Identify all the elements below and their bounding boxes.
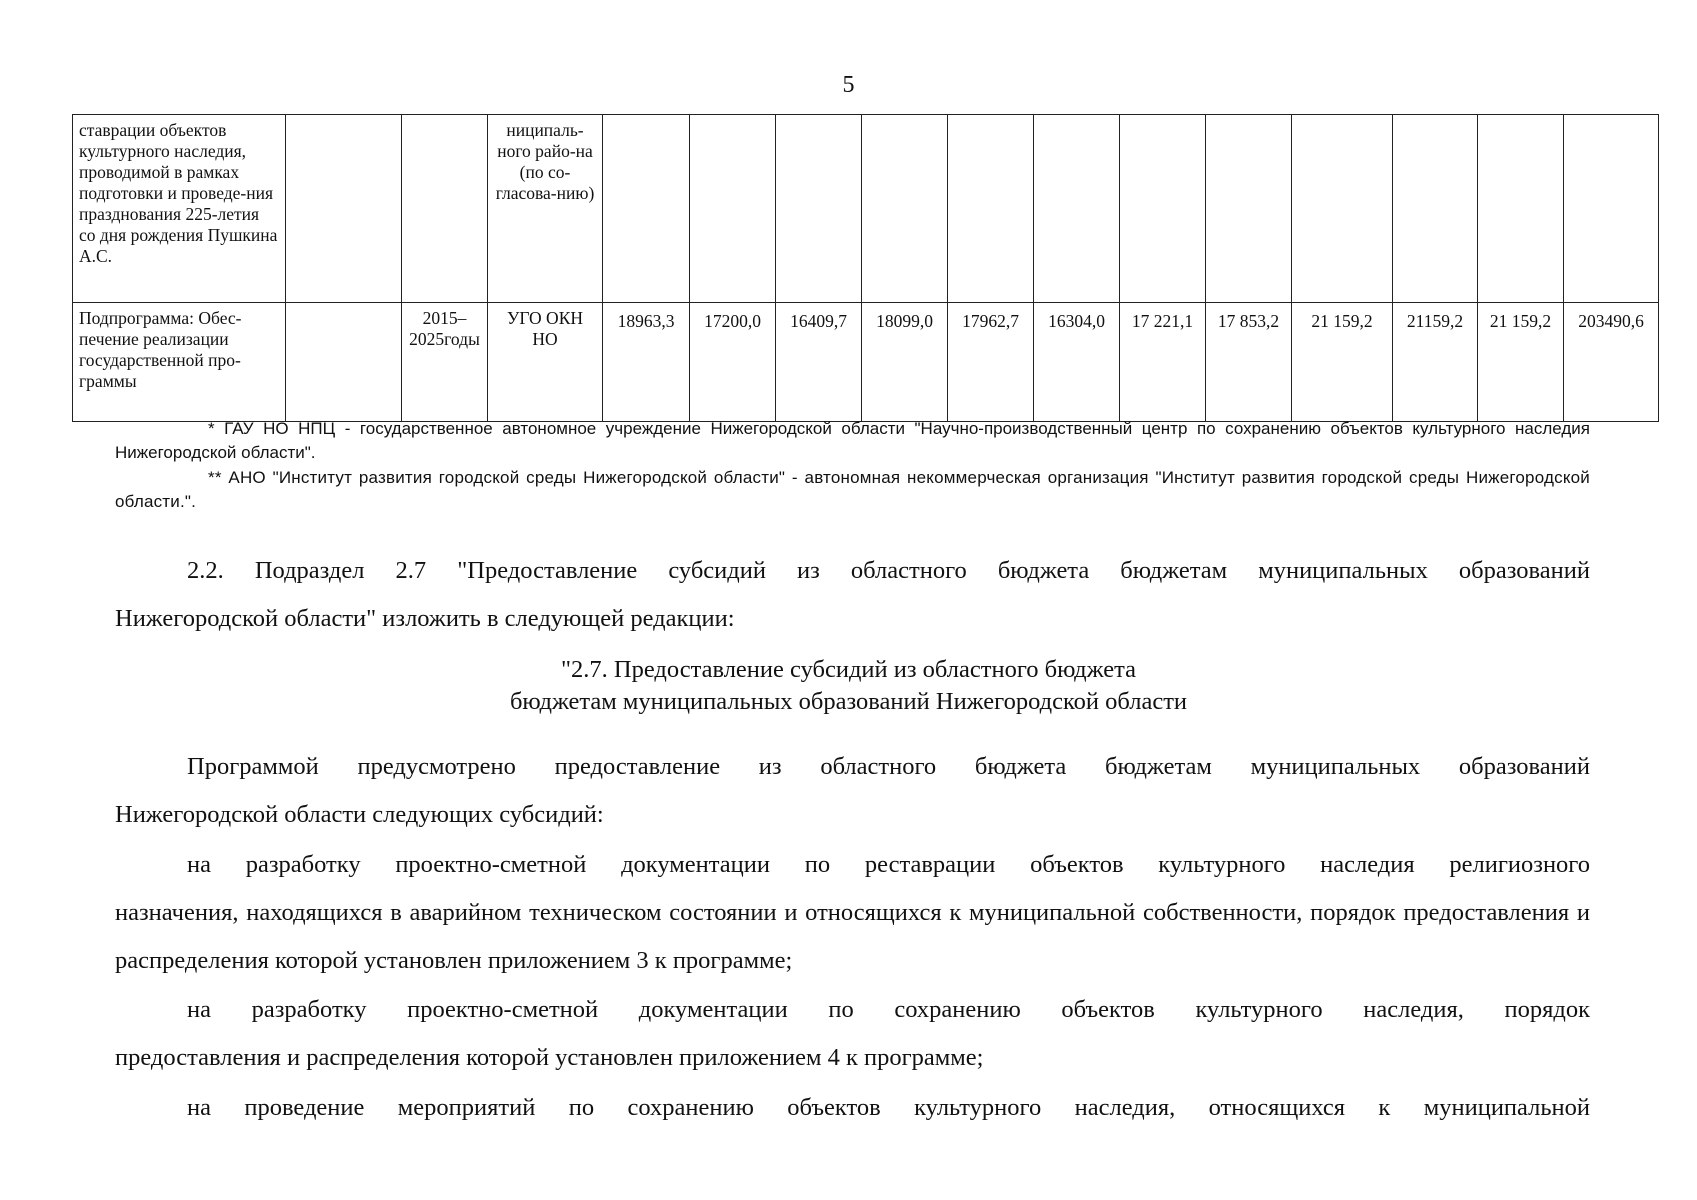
row-cell	[286, 303, 402, 422]
value-cell	[1478, 115, 1564, 303]
paragraph-2-2	[115, 547, 1590, 643]
value-cell: 17962,7	[948, 303, 1034, 422]
value-cell	[1206, 115, 1292, 303]
footnote-2	[115, 466, 1590, 514]
row-period	[402, 115, 488, 303]
row-cell	[286, 115, 402, 303]
paragraph-line: на проведение мероприятий по сохранению объектов культурного наследия, относящихся к муниципальной	[187, 1094, 1590, 1121]
value-cell	[1120, 115, 1206, 303]
value-cell: 17200,0	[690, 303, 776, 422]
value-cell-total: 203490,6	[1564, 303, 1659, 422]
value-cell: 18963,3	[603, 303, 690, 422]
paragraph-line: Нижегородской области следующих субсидий:	[115, 801, 604, 828]
row-executor: ниципаль-ного райо-на (по со-гласова-нию)	[488, 115, 603, 303]
value-cell	[1564, 115, 1659, 303]
section-heading-line: бюджетам муниципальных образований Нижегородской области	[509, 688, 1188, 715]
paragraph	[115, 841, 1590, 985]
paragraph-line: Программой предусмотрено предоставление из областного бюджета бюджетам муниципальных образований	[187, 753, 1590, 780]
value-cell: 17 853,2	[1206, 303, 1292, 422]
row-period: 2015–2025годы	[402, 303, 488, 422]
value-cell	[862, 115, 948, 303]
table-row	[73, 303, 1659, 422]
value-cell	[1393, 115, 1478, 303]
paragraph-line: Нижегородской области" изложить в следующей редакции:	[115, 605, 735, 632]
value-cell: 16409,7	[776, 303, 862, 422]
row-executor: УГО ОКН НО	[488, 303, 603, 422]
footnote-2-text: ** АНО "Институт развития городской среды Нижегородской области" - автономная некоммерческая организация "Институт развития городской среды Нижегородской области.".	[115, 468, 1590, 511]
footnote-1	[115, 417, 1590, 465]
paragraph-line: на разработку проектно-сметной документации по реставрации объектов культурного наследия религиозного	[187, 851, 1590, 878]
footnote-1-text: * ГАУ НО НПЦ - государственное автономное учреждение Нижегородской области "Научно-производственный центр по сохранению объектов культурного наследия Нижегородской области".	[115, 419, 1590, 462]
table-row	[73, 115, 1659, 303]
section-heading	[0, 654, 1697, 718]
value-cell	[603, 115, 690, 303]
program-table	[72, 114, 1659, 422]
value-cell: 21 159,2	[1478, 303, 1564, 422]
page-number: 5	[842, 72, 855, 98]
value-cell: 18099,0	[862, 303, 948, 422]
value-cell: 17 221,1	[1120, 303, 1206, 422]
row-description: ставрации объектов культурного наследия, проводимой в рамках подготовки и проведе-ния празднования 225-летия со дня рождения Пушкина А.С.	[73, 115, 286, 303]
paragraph	[115, 986, 1590, 1082]
value-cell	[776, 115, 862, 303]
paragraph-line: предоставления и распределения которой установлен приложением 4 к программе;	[115, 1044, 984, 1071]
paragraph-line: назначения, находящихся в аварийном техническом состоянии и относящихся к муниципальной собственности, порядок предоставления и распределения которой установлен приложением 3 к программе;	[115, 899, 1590, 974]
paragraph	[115, 1084, 1590, 1132]
paragraph-line: на разработку проектно-сметной документации по сохранению объектов культурного наследия, порядок	[187, 996, 1590, 1023]
paragraph-line: 2.2. Подраздел 2.7 "Предоставление субсидий из областного бюджета бюджетам муниципальных образований	[187, 557, 1590, 584]
paragraph	[115, 743, 1590, 839]
value-cell	[1292, 115, 1393, 303]
value-cell	[690, 115, 776, 303]
row-description: Подпрограмма: Обес-печение реализации государственной про-граммы	[73, 303, 286, 422]
value-cell: 16304,0	[1034, 303, 1120, 422]
section-heading-line: "2.7. Предоставление субсидий из областного бюджета	[561, 656, 1136, 683]
value-cell	[1034, 115, 1120, 303]
value-cell: 21159,2	[1393, 303, 1478, 422]
value-cell	[948, 115, 1034, 303]
value-cell: 21 159,2	[1292, 303, 1393, 422]
